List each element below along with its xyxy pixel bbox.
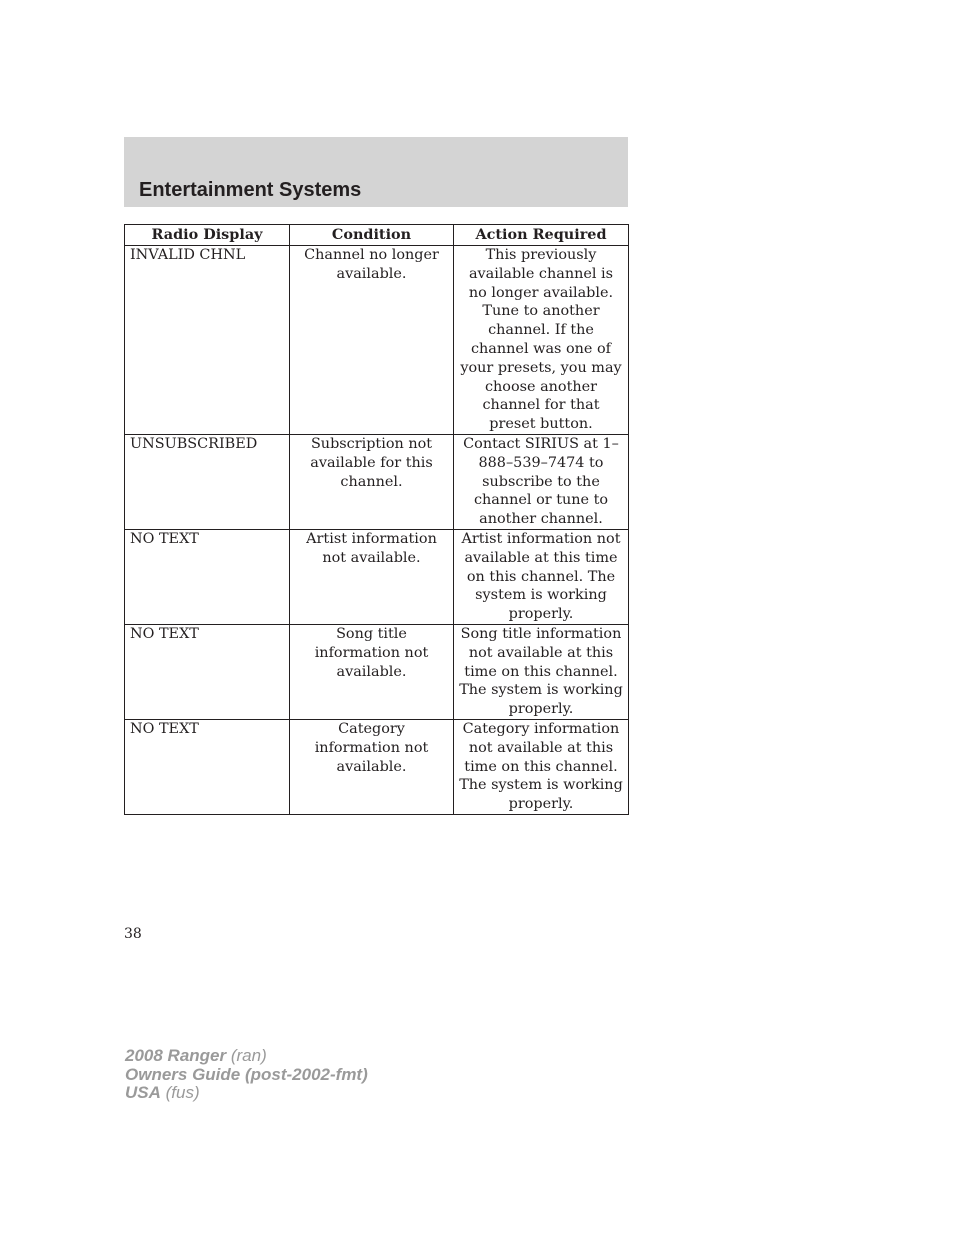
- header-radio-display: Radio Display: [125, 225, 290, 246]
- section-title: Entertainment Systems: [139, 179, 362, 201]
- cell-action-required: Contact SIRIUS at 1–888–539–7474 to subscribe to the channel or tune to another channel.: [454, 434, 629, 529]
- footer-line-model: [125, 1047, 368, 1066]
- cell-radio-display: UNSUBSCRIBED: [125, 434, 290, 529]
- header-condition: Condition: [290, 225, 454, 246]
- cell-condition: Song title information not available.: [290, 624, 454, 719]
- footer-line-guide: [125, 1066, 368, 1085]
- page-number: 38: [124, 926, 142, 942]
- cell-radio-display: INVALID CHNL: [125, 246, 290, 435]
- cell-condition: Subscription not available for this channel.: [290, 434, 454, 529]
- footer-model-code: (ran): [230, 1046, 267, 1065]
- footer-line-market: [125, 1084, 368, 1103]
- table-row: [125, 529, 629, 624]
- table-row: [125, 434, 629, 529]
- cell-radio-display: NO TEXT: [125, 719, 290, 814]
- radio-display-table: [124, 224, 629, 815]
- cell-radio-display: NO TEXT: [125, 624, 290, 719]
- footer-market-name: USA: [125, 1083, 161, 1102]
- cell-radio-display: NO TEXT: [125, 529, 290, 624]
- cell-condition: Artist information not available.: [290, 529, 454, 624]
- section-header-band: [124, 137, 628, 207]
- cell-condition: Category information not available.: [290, 719, 454, 814]
- cell-action-required: Song title information not available at this time on this channel. The system is working properly.: [454, 624, 629, 719]
- header-action-required: Action Required: [454, 225, 629, 246]
- table-row: [125, 246, 629, 435]
- footer-model-name: 2008 Ranger: [125, 1046, 227, 1065]
- table-row: [125, 624, 629, 719]
- cell-action-required: Artist information not available at this time on this channel. The system is working properly.: [454, 529, 629, 624]
- footer-guide-name: Owners Guide (post-2002-fmt): [125, 1064, 368, 1084]
- cell-condition: Channel no longer available.: [290, 246, 454, 435]
- document-footer: [125, 1047, 368, 1103]
- cell-action-required: This previously available channel is no longer available. Tune to another channel. If the channel was one of your presets, you may choose another channel for that preset button.: [454, 246, 629, 435]
- cell-action-required: Category information not available at this time on this channel. The system is working properly.: [454, 719, 629, 814]
- table-header-row: [125, 225, 629, 246]
- footer-market-code: (fus): [165, 1083, 200, 1102]
- table-row: [125, 719, 629, 814]
